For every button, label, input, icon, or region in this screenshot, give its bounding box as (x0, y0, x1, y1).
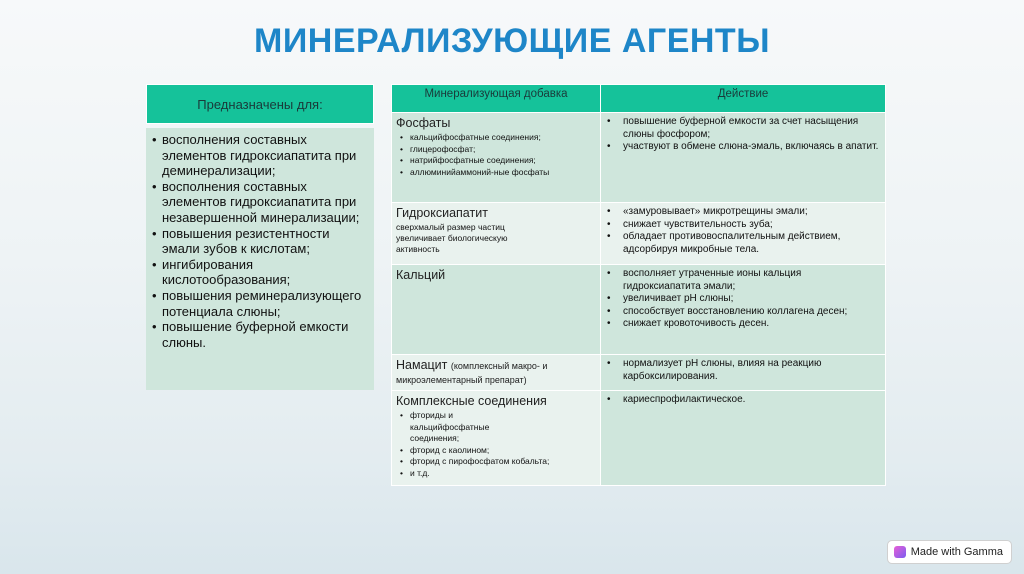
list-item: • натрийфосфатные соединения; (400, 155, 536, 165)
list-item: • аллюминийаммоний-ные фосфаты (400, 166, 550, 177)
purpose-header: Предназначены для: (146, 84, 374, 124)
made-with-gamma-badge[interactable] (887, 540, 1012, 564)
list-item: • повышение буферной емкости за счет насыщения слюны фосфором; (607, 116, 859, 140)
list-item: • кальцийфосфатные соединения; (400, 132, 541, 142)
additive-cell: Намацит (комплексный макро- и микроэлементарный препарат) (392, 355, 601, 391)
list-item: • нормализует рН слюны, влияя на реакцию карбоксилирования. (607, 358, 822, 382)
additive-cell: Гидроксиапатит сверхмалый размер частиц увеличивает биологическую активность (392, 203, 601, 265)
purpose-box (146, 84, 374, 390)
column-header-additive: Минерализующая добавка (392, 85, 601, 113)
additive-cell: Кальций (392, 265, 601, 355)
list-item: • обладает противовоспалительным действием, адсорбируя микробные тела. (607, 231, 841, 255)
action-cell (601, 203, 886, 265)
list-item: • восполнения составных элементов гидроксиапатита при незавершенной минерализации; (152, 178, 360, 225)
action-cell (601, 265, 886, 355)
list-item: • увеличивает рН слюны; (607, 293, 734, 304)
list-item: • фториды и кальцийфосфатные соединения; (400, 410, 490, 443)
table-header-row (392, 85, 886, 113)
list-item: • снижает чувствительность зуба; (607, 218, 773, 230)
badge-label: Made with Gamma (910, 546, 1003, 558)
additive-cell: Комплексные соединения • фториды и кальцийфосфатные соединения; • фторид с каолином; • фторид с пирофосфатом кобальта; • и т.д. (392, 391, 601, 486)
table-row (392, 391, 886, 486)
table-row (392, 203, 886, 265)
list-item: • участвуют в обмене слюна-эмаль, включаясь в апатит. (607, 141, 879, 152)
list-item: • глицерофосфат; (400, 143, 476, 154)
list-item: • фторид с каолином; (400, 444, 490, 455)
list-item: • повышения реминерализующего потенциала слюны; (152, 287, 362, 319)
agents-table (391, 84, 886, 486)
page-title: МИНЕРАЛИЗУЮЩИЕ АГЕНТЫ (254, 22, 770, 60)
list-item: • снижает кровоточивость десен. (607, 318, 770, 329)
action-cell (601, 113, 886, 203)
additive-cell: Фосфаты • кальцийфосфатные соединения; • глицерофосфат; • натрийфосфатные соединения; • аллюминийаммоний-ные фосфаты (392, 113, 601, 203)
list-item: • ингибирования кислотообразования; (152, 256, 291, 288)
list-item: • восполняет утраченные ионы кальция гидроксиапатита эмали; (607, 268, 802, 292)
table-row (392, 265, 886, 355)
action-cell (601, 355, 886, 391)
table-row (392, 113, 886, 203)
list-item: • повышения резистентности эмали зубов к кислотам; (152, 225, 330, 257)
list-item: • повышение буферной емкости слюны. (152, 319, 349, 350)
action-cell (601, 391, 886, 486)
list-item: • восполнения составных элементов гидроксиапатита при деминерализации; (152, 132, 357, 179)
list-item: • и т.д. (400, 467, 430, 478)
list-item: • «замуровывает» микротрещины эмали; (607, 206, 808, 217)
list-item: • фторид с пирофосфатом кобальта; (400, 456, 550, 466)
purpose-list (146, 128, 374, 390)
list-item: • кариеспрофилактическое. (607, 394, 746, 405)
table-row (392, 355, 886, 391)
list-item: • способствует восстановлению коллагена десен; (607, 305, 848, 317)
column-header-action: Действие (601, 85, 886, 113)
gamma-logo-icon (894, 546, 906, 558)
